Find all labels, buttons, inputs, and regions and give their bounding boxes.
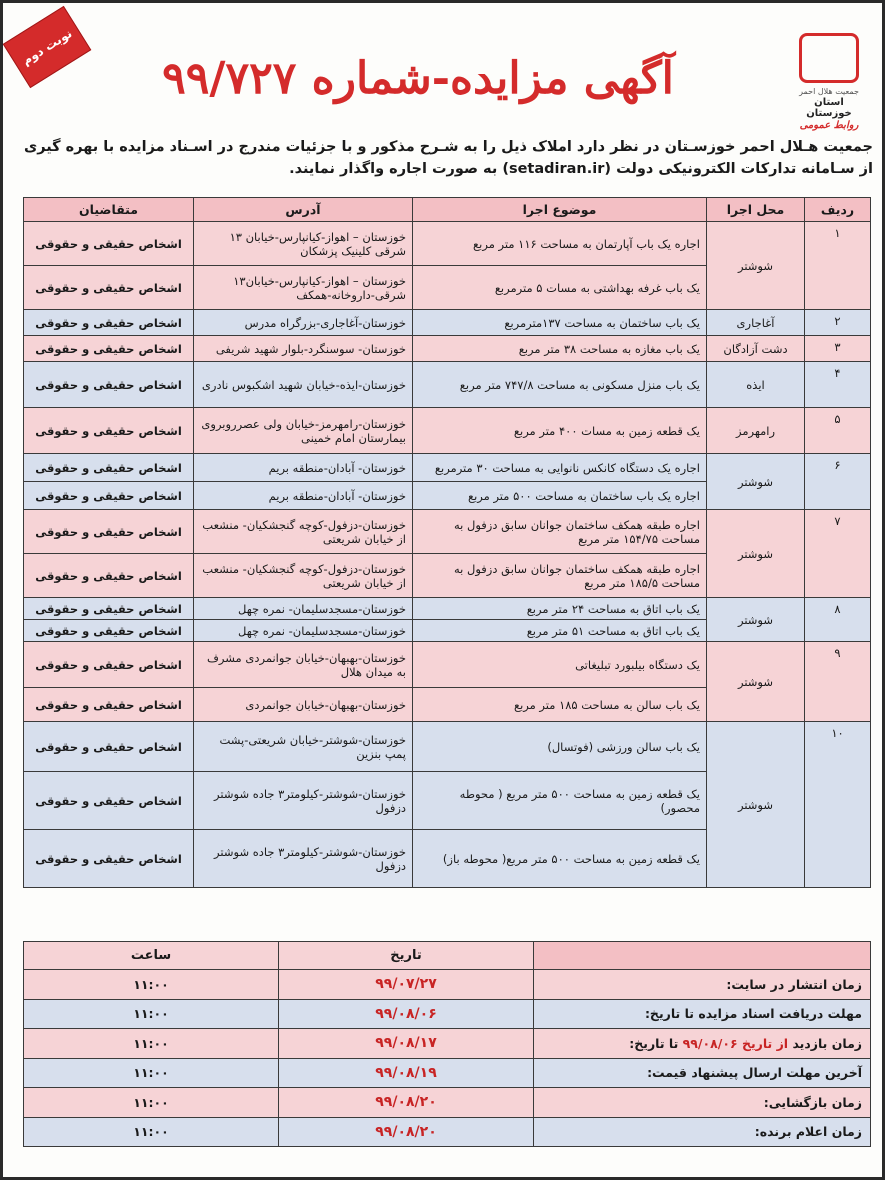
address-cell: خوزستان-شوشتر-خیابان شریعتی-پشت پمپ بنزین (194, 722, 413, 772)
bidders-cell: اشخاص حقیقی و حقوقی (24, 362, 194, 408)
address-cell: خوزستان-دزفول-کوچه گنجشکیان- منشعب از خیابان شریعتی (194, 554, 413, 598)
red-crescent-icon (799, 33, 859, 83)
table-body (24, 222, 871, 888)
bidders-cell: اشخاص حقیقی و حقوقی (24, 510, 194, 554)
bidders-cell: اشخاص حقیقی و حقوقی (24, 642, 194, 688)
table-row (24, 598, 871, 620)
subject-cell: اجاره یک باب ساختمان به مساحت ۵۰۰ متر مربع (413, 482, 707, 510)
schedule-date: ۹۹/۰۸/۱۷ (279, 1029, 534, 1059)
schedule-time: ۱۱:۰۰ (24, 1029, 279, 1059)
subject-cell: یک باب غرفه بهداشتی به مسات ۵ مترمربع (413, 266, 707, 310)
address-cell: خوزستان-مسجدسلیمان- نمره چهل (194, 620, 413, 642)
address-cell: خوزستان-مسجدسلیمان- نمره چهل (194, 598, 413, 620)
subject-cell: اجاره یک دستگاه کانکس نانوایی به مساحت ۳۰ مترمربع (413, 454, 707, 482)
bidders-cell: اشخاص حقیقی و حقوقی (24, 454, 194, 482)
address-cell: خوزستان-ایذه-خیابان شهید اشکبوس نادری (194, 362, 413, 408)
row-number: ۶ (805, 454, 871, 510)
schedule-label: زمان بازگشایی: (534, 1088, 871, 1118)
subject-cell: یک قطعه زمین به مساحت ۵۰۰ متر مربع( محوطه باز) (413, 830, 707, 888)
subject-cell: یک باب اتاق به مساحت ۵۱ متر مربع (413, 620, 707, 642)
schedule-label-part: از تاریخ ۹۹/۰۸/۰۶ (682, 1035, 789, 1051)
header-bidders: متقاضیان (24, 198, 194, 222)
location-cell: شوشتر (707, 454, 805, 510)
row-number: ۵ (805, 408, 871, 454)
logo-department: روابط عمومی (799, 120, 859, 131)
header-address: آدرس (194, 198, 413, 222)
table-row (24, 222, 871, 266)
schedule-label: آخرین مهلت ارسال پیشنهاد قیمت: (534, 1058, 871, 1088)
subject-cell: یک دستگاه بیلبورد تبلیغاتی (413, 642, 707, 688)
properties-table (23, 197, 871, 888)
schedule-date: ۹۹/۰۸/۲۰ (279, 1117, 534, 1147)
bidders-cell: اشخاص حقیقی و حقوقی (24, 554, 194, 598)
schedule-body (24, 970, 871, 1147)
schedule-label-part: تا تاریخ: (629, 1035, 679, 1051)
header-radif: ردیف (805, 198, 871, 222)
schedule-time: ۱۱:۰۰ (24, 970, 279, 1000)
schedule-row (24, 1058, 871, 1088)
subject-cell: یک باب مغازه به مساحت ۳۸ متر مربع (413, 336, 707, 362)
address-cell: خوزستان- سوسنگرد-بلوار شهید شریفی (194, 336, 413, 362)
location-cell: ایذه (707, 362, 805, 408)
second-round-badge: نوبت دوم (3, 6, 92, 88)
schedule-label: زمان اعلام برنده: (534, 1117, 871, 1147)
header (3, 11, 885, 131)
bidders-cell: اشخاص حقیقی و حقوقی (24, 598, 194, 620)
address-cell: خوزستان – اهواز-کیانپارس-خیابان۱۳ شرقی-داروخانه-همکف (194, 266, 413, 310)
address-cell: خوزستان- آبادان-منطقه بریم (194, 482, 413, 510)
organization-logo (792, 33, 866, 131)
subject-cell: یک باب اتاق به مساحت ۲۴ متر مربع (413, 598, 707, 620)
schedule-time: ۱۱:۰۰ (24, 1117, 279, 1147)
schedule-row (24, 1029, 871, 1059)
schedule-header-time: ساعت (24, 942, 279, 970)
schedule-label: مهلت دریافت اسناد مزایده تا تاریخ: (534, 999, 871, 1029)
schedule-header-date: تاریخ (279, 942, 534, 970)
bidders-cell: اشخاص حقیقی و حقوقی (24, 830, 194, 888)
address-cell: خوزستان- آبادان-منطقه بریم (194, 454, 413, 482)
logo-org-name: جمعیت هلال احمر (799, 87, 859, 96)
table-row (24, 362, 871, 408)
location-cell: دشت آزادگان (707, 336, 805, 362)
table-row (24, 336, 871, 362)
subject-cell: اجاره طبقه همکف ساختمان جوانان سابق دزفول به مساحت ۱۵۴/۷۵ متر مربع (413, 510, 707, 554)
location-cell: رامهرمز (707, 408, 805, 454)
row-number: ۷ (805, 510, 871, 598)
table-row (24, 408, 871, 454)
table-row (24, 642, 871, 688)
table-row (24, 510, 871, 554)
row-number: ۲ (805, 310, 871, 336)
schedule-label-part: زمان بازدید (792, 1035, 862, 1051)
subject-cell: اجاره طبقه همکف ساختمان جوانان سابق دزفول به مساحت ۱۸۵/۵ متر مربع (413, 554, 707, 598)
schedule-header-row (24, 942, 871, 970)
schedule-row (24, 999, 871, 1029)
bidders-cell: اشخاص حقیقی و حقوقی (24, 336, 194, 362)
schedule-time: ۱۱:۰۰ (24, 999, 279, 1029)
bidders-cell: اشخاص حقیقی و حقوقی (24, 266, 194, 310)
subject-cell: یک باب منزل مسکونی به مساحت ۷۴۷/۸ متر مربع (413, 362, 707, 408)
schedule-date: ۹۹/۰۷/۲۷ (279, 970, 534, 1000)
schedule-row (24, 1117, 871, 1147)
address-cell: خوزستان-دزفول-کوچه گنجشکیان- منشعب از خیابان شریعتی (194, 510, 413, 554)
header-location: محل اجرا (707, 198, 805, 222)
location-cell: آغاجاری (707, 310, 805, 336)
bidders-cell: اشخاص حقیقی و حقوقی (24, 620, 194, 642)
location-cell: شوشتر (707, 222, 805, 310)
schedule-label: زمان انتشار در سایت: (534, 970, 871, 1000)
table-header-row (24, 198, 871, 222)
header-subject: موضوع اجرا (413, 198, 707, 222)
subject-cell: یک قطعه زمین به مساحت ۵۰۰ متر مربع ( محوطه محصور) (413, 772, 707, 830)
row-number: ۳ (805, 336, 871, 362)
row-number: ۸ (805, 598, 871, 642)
bidders-cell: اشخاص حقیقی و حقوقی (24, 408, 194, 454)
location-cell: شوشتر (707, 598, 805, 642)
schedule-label (534, 1029, 871, 1059)
logo-province: استان خوزستان (806, 97, 852, 119)
schedule-row (24, 1088, 871, 1118)
subject-cell: یک باب سالن به مساحت ۱۸۵ متر مربع (413, 688, 707, 722)
address-cell: خوزستان-بهبهان-خیابان جوانمردی مشرف به میدان هلال (194, 642, 413, 688)
schedule-time: ۱۱:۰۰ (24, 1088, 279, 1118)
schedule-date: ۹۹/۰۸/۱۹ (279, 1058, 534, 1088)
schedule-date: ۹۹/۰۸/۰۶ (279, 999, 534, 1029)
schedule-row (24, 970, 871, 1000)
location-cell: شوشتر (707, 722, 805, 888)
address-cell: خوزستان-شوشتر-کیلومتر۳ جاده شوشتر دزفول (194, 772, 413, 830)
table-row (24, 454, 871, 482)
subject-cell: یک باب ساختمان به مساحت ۱۳۷مترمربع (413, 310, 707, 336)
table-row (24, 310, 871, 336)
schedule-header-blank (534, 942, 871, 970)
address-cell: خوزستان-رامهرمز-خیابان ولی عصرروبروی بیمارستان امام خمینی (194, 408, 413, 454)
bidders-cell: اشخاص حقیقی و حقوقی (24, 772, 194, 830)
table-row (24, 722, 871, 772)
bidders-cell: اشخاص حقیقی و حقوقی (24, 688, 194, 722)
row-number: ۱ (805, 222, 871, 310)
subject-cell: اجاره یک باب آپارتمان به مساحت ۱۱۶ متر مربع (413, 222, 707, 266)
bidders-cell: اشخاص حقیقی و حقوقی (24, 722, 194, 772)
address-cell: خوزستان-شوشتر-کیلومتر۳ جاده شوشتر دزفول (194, 830, 413, 888)
schedule-table (23, 941, 871, 1147)
schedule-date: ۹۹/۰۸/۲۰ (279, 1088, 534, 1118)
intro-paragraph: جمعیت هـلال احمر خوزسـتان در نظر دارد املاک ذیل را به شـرح مذکور و با جزئیات مندرج در اسـناد مزایده با بهره گیری از سـامانه تدارکات الکترونیکی دولت (setadiran.ir) به صورت اجاره واگذار نمایند. (23, 139, 873, 177)
bidders-cell: اشخاص حقیقی و حقوقی (24, 310, 194, 336)
schedule-time: ۱۱:۰۰ (24, 1058, 279, 1088)
subject-cell: یک باب سالن ورزشی (فوتسال) (413, 722, 707, 772)
location-cell: شوشتر (707, 642, 805, 722)
address-cell: خوزستان-بهبهان-خیابان جوانمردی (194, 688, 413, 722)
subject-cell: یک قطعه زمین به مسات ۴۰۰ متر مربع (413, 408, 707, 454)
row-number: ۱۰ (805, 722, 871, 888)
location-cell: شوشتر (707, 510, 805, 598)
bidders-cell: اشخاص حقیقی و حقوقی (24, 482, 194, 510)
row-number: ۴ (805, 362, 871, 408)
address-cell: خوزستان – اهواز-کیانپارس-خیابان ۱۳ شرقی کلینیک پزشکان (194, 222, 413, 266)
row-number: ۹ (805, 642, 871, 722)
address-cell: خوزستان-آغاجاری-بزرگراه مدرس (194, 310, 413, 336)
notice-title: آگهی مزایده-شماره ۹۹/۷۲۷ (162, 53, 674, 104)
bidders-cell: اشخاص حقیقی و حقوقی (24, 222, 194, 266)
